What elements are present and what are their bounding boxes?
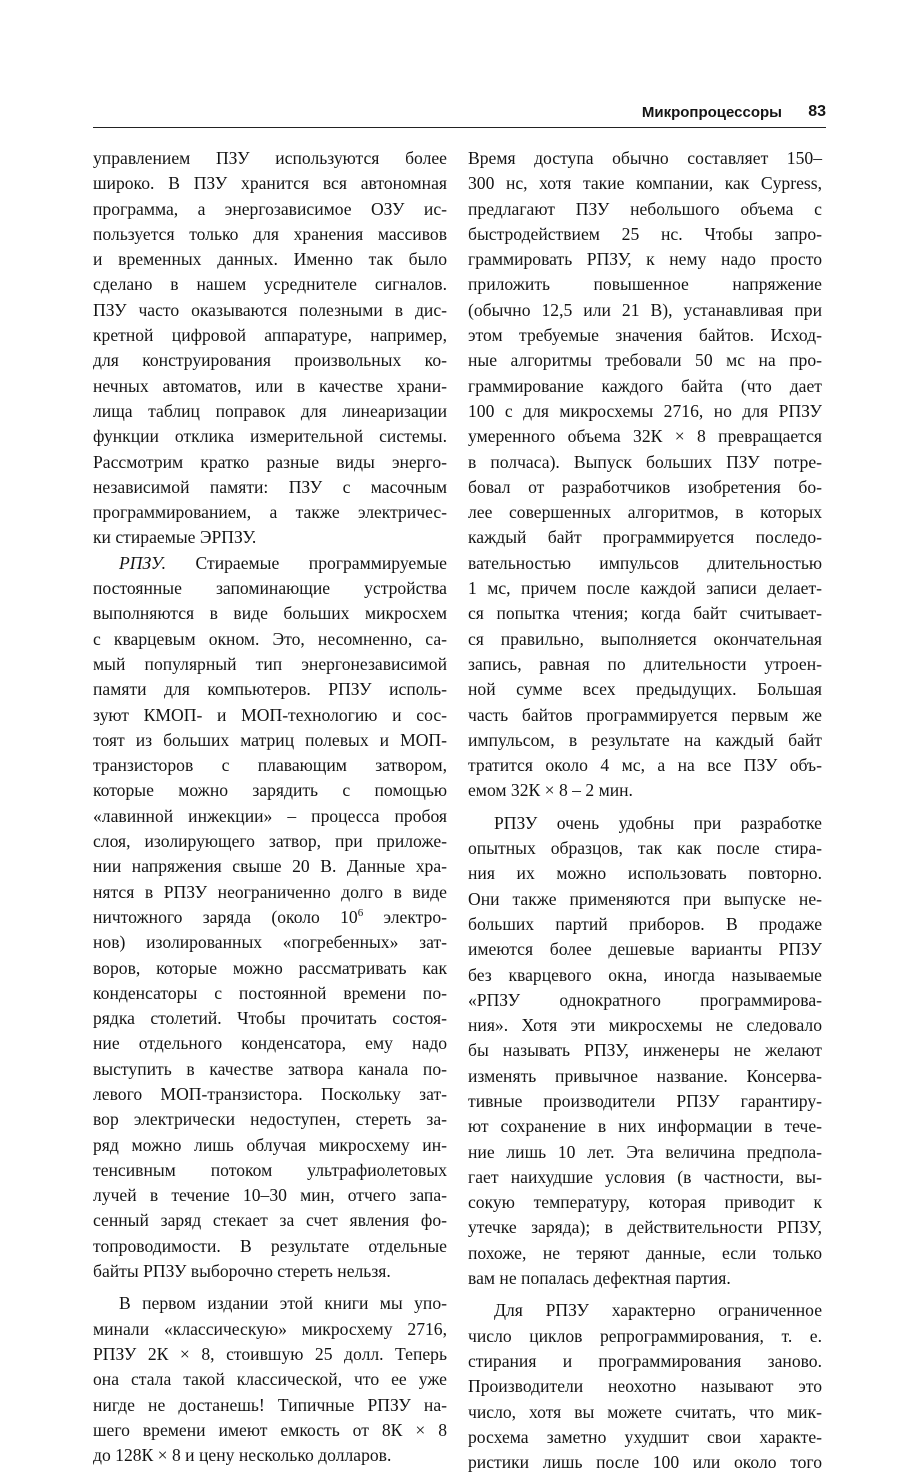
text-line: выступить в качестве затвора канала по- <box>93 1058 447 1079</box>
text-line: умеренного объема 32К × 8 превращается <box>468 426 822 447</box>
text-line: нии напряжения свыше 20 В. Данные хра- <box>93 856 447 877</box>
text-line: Для РПЗУ характерно ограниченное <box>494 1300 822 1321</box>
text-line: ния». Хотя эти микросхемы не следовало <box>468 1015 822 1036</box>
text-line: конденсаторы с постоянной времени по- <box>93 982 447 1003</box>
text-line: байты РПЗУ выборочно стереть нельзя. <box>93 1261 391 1282</box>
text-line: импульсом, в результате на каждый байт <box>468 729 822 750</box>
text-line: тенсивным потоком ультрафиолетовых <box>93 1159 447 1180</box>
text-line: граммировать РПЗУ, к нему надо просто <box>468 249 822 270</box>
text-line: каждый байт программируется последо- <box>468 527 822 548</box>
text-line: число циклов репрограммирования, т. е. <box>468 1325 822 1346</box>
text-line: утечке заряда); в действительности РПЗУ, <box>468 1217 822 1238</box>
text-line: и временных данных. Именно так было <box>93 249 447 270</box>
text-line: число, хотя вы можете считать, что мик- <box>468 1401 822 1422</box>
paragraph-rom-usage <box>93 146 447 551</box>
paragraph-eprom-intro <box>93 551 447 1285</box>
text-line: этом требуемые значения байтов. Исход- <box>468 325 822 346</box>
text-line: ПЗУ часто оказываются полезными в дис- <box>93 299 447 320</box>
text-line: левого МОП-транзистора. Поскольку зат- <box>93 1083 447 1104</box>
text-line: запись, равная по длительности утроен- <box>468 653 822 674</box>
text-line: до 128К × 8 и цену несколько долларов. <box>93 1445 392 1466</box>
paragraph-first-line: РПЗУ. Стираемые программируемые <box>119 552 447 573</box>
text-line: без кварцевого окна, иногда называемые <box>468 964 822 985</box>
text-line: 300 нс, хотя такие компании, как Cypress, <box>468 173 822 194</box>
text-line: ные алгоритмы требовали 50 мс на про- <box>468 350 822 371</box>
text-line: сокую температуру, которая приводит к <box>468 1192 822 1213</box>
text-line: В первом издании этой книги мы упо- <box>119 1293 447 1314</box>
text-line: для конструирования произвольных ко- <box>93 350 447 371</box>
text-line: тоят из больших матриц полевых и МОП- <box>93 729 447 750</box>
running-header <box>93 103 826 127</box>
text-line: предлагают ПЗУ небольшого объема с <box>468 198 822 219</box>
text-line: ние лишь 10 лет. Эта величина предпола- <box>468 1141 822 1162</box>
text-line: постоянные запоминающие устройства <box>93 578 447 599</box>
text-line: вам не попалась дефектная партия. <box>468 1268 731 1289</box>
text-line: похоже, не теряют данные, если только <box>468 1242 822 1263</box>
text-line: (обычно 12,5 или 21 В), устанавливая при <box>468 299 822 320</box>
line-with-superscript: ничтожного заряда (около $10^6$ электро- <box>93 906 447 927</box>
text-line: ся правильно, выполняется окончательная <box>468 628 822 649</box>
text-line: 1 мс, причем после каждой записи делает- <box>468 578 822 599</box>
text-line: ют сохранение в них информации в тече- <box>468 1116 822 1137</box>
text-line: широко. В ПЗУ хранится вся автономная <box>93 173 447 194</box>
text-line: Время доступа обычно составляет 150– <box>468 148 822 168</box>
text-line: лее совершенных алгоритмов, в которых <box>468 502 822 523</box>
text-line: ристики лишь после 100 или около того <box>468 1452 822 1473</box>
text-line: пользуется только для хранения массивов <box>93 223 447 244</box>
text-line: памяти для компьютеров. РПЗУ исполь- <box>93 679 447 700</box>
superscript-exponent: 6 <box>357 906 364 919</box>
header-title: Микропроцессоры <box>641 104 782 121</box>
paragraph-eprom-convenience <box>468 811 822 1292</box>
text-line: бы называть РПЗУ, инженеры не желают <box>468 1040 822 1061</box>
term-eprom: РПЗУ. <box>119 552 167 573</box>
text-line: стирания и программирования заново. <box>468 1350 822 1371</box>
text-line: сделано в нашем усреднителе сигналов. <box>93 274 447 295</box>
text-line: транзисторов с плавающим затвором, <box>93 755 447 776</box>
text-line: воров, которые можно рассматривать как <box>93 957 447 978</box>
text-line: РПЗУ очень удобны при разработке <box>494 812 822 833</box>
text-line: быстродействием 25 нс. Чтобы запро- <box>468 223 822 244</box>
text-line: ся попытка чтения; когда байт считывает- <box>468 603 822 624</box>
text-line: мый популярный тип энергонезависимой <box>93 653 447 674</box>
text-line: вор электрически недоступен, стереть за- <box>93 1109 447 1130</box>
text-line: Они также применяются при выпуске не- <box>468 888 822 909</box>
text-line: независимой памяти: ПЗУ с масочным <box>93 476 447 497</box>
text-line: программированием, а также электричес- <box>93 502 447 523</box>
text-line: ки стираемые ЭРПЗУ. <box>93 527 257 548</box>
text-line: «РПЗУ однократного программирова- <box>468 989 822 1010</box>
text-line: слоя, изолирующего затвор, при приложе- <box>93 831 447 852</box>
text-line: которые можно зарядить с помощью <box>93 780 447 801</box>
text-line: нятся в РПЗУ неограниченно долго в виде <box>93 881 447 902</box>
text-line: функции отклика измерительной системы. <box>93 426 447 447</box>
text-line: выполняются в виде больших микросхем <box>93 603 447 624</box>
text-line: тивные производители РПЗУ гарантиру- <box>468 1090 822 1111</box>
text-line: нигде не достанешь! Типичные РПЗУ на- <box>93 1394 447 1415</box>
text-line: «лавинной инжекции» – процесса пробоя <box>93 805 447 826</box>
text-line: ряд можно лишь облучая микросхему ин- <box>93 1134 447 1155</box>
text-line: изменять привычное название. Консерва- <box>468 1065 822 1086</box>
text-line: РПЗУ 2К × 8, стоившую 25 долл. Теперь <box>93 1343 447 1364</box>
text-line: нечных автоматов, или в качестве храни- <box>93 375 447 396</box>
text-line: емом 32К × 8 – 2 мин. <box>468 780 633 801</box>
paragraph-access-time <box>468 146 822 804</box>
text-line: часть байтов программируется первым же <box>468 704 822 725</box>
text-line: нов) изолированных «погребенных» зат- <box>93 932 447 953</box>
text-line: она стала такой классической, что ее уже <box>93 1369 447 1390</box>
header-rule <box>93 127 826 128</box>
text-line: больших партий приборов. В продаже <box>468 913 822 934</box>
text-line: граммирование каждого байта (что дает <box>468 375 822 396</box>
text-line: росхема заметно ухудшит свои характе- <box>468 1426 822 1447</box>
text-line: гает наихудшие условия (в частности, вы- <box>468 1166 822 1187</box>
text-line: сенный заряд стекает за счет явления фо- <box>93 1210 447 1231</box>
left-column <box>93 146 447 1468</box>
text-line: с кварцевым окном. Это, несомненно, са- <box>93 628 447 649</box>
paragraph-first-edition <box>93 1291 447 1468</box>
text-line: управлением ПЗУ используются более <box>93 148 447 168</box>
text-line: в полчаса). Выпуск больших ПЗУ потре- <box>468 451 822 472</box>
text-line: Производители неохотно называют это <box>468 1376 822 1397</box>
text-line: вательностью импульсов длительностью <box>468 552 822 573</box>
text-line: минали «классическую» микросхему 2716, <box>93 1318 447 1339</box>
text-line: топроводимости. В результате отдельные <box>93 1235 447 1256</box>
text-line: опытных образцов, так как после стира- <box>468 838 822 859</box>
text-line: Рассмотрим кратко разные виды энерго- <box>93 451 447 472</box>
text-line: кретной цифровой аппаратуре, например, <box>93 325 447 346</box>
text-line: лучей в течение 10–30 мин, отчего запа- <box>93 1185 447 1206</box>
text-line: тратится около 4 мс, а на все ПЗУ объ- <box>468 755 822 776</box>
text-line: программа, а энергозависимое ОЗУ ис- <box>93 198 447 219</box>
text-line: ной сумме всех предыдущих. Большая <box>468 679 822 700</box>
text-line: имеются более дешевые варианты РПЗУ <box>468 939 822 960</box>
text-line: зуют КМОП- и МОП-технологию и сос- <box>93 704 447 725</box>
text-line: рядка столетий. Чтобы прочитать состоя- <box>93 1008 447 1029</box>
text-line: бовал от разработчиков изобретения бо- <box>468 476 822 497</box>
page-number: 83 <box>808 103 826 120</box>
text-line: ния их можно использовать повторно. <box>468 863 822 884</box>
text-line: приложить повышенное напряжение <box>468 274 822 295</box>
paragraph-reprogramming-cycles <box>468 1298 822 1475</box>
text-line: лища таблиц поправок для линеаризации <box>93 400 447 421</box>
text-line: шего времени имеют емкость от 8К × 8 <box>93 1419 447 1440</box>
text-line: ние отдельного конденсатора, ему надо <box>93 1033 447 1054</box>
text-line: 100 с для микросхемы 2716, но для РПЗУ <box>468 400 822 421</box>
right-column <box>468 146 822 1475</box>
